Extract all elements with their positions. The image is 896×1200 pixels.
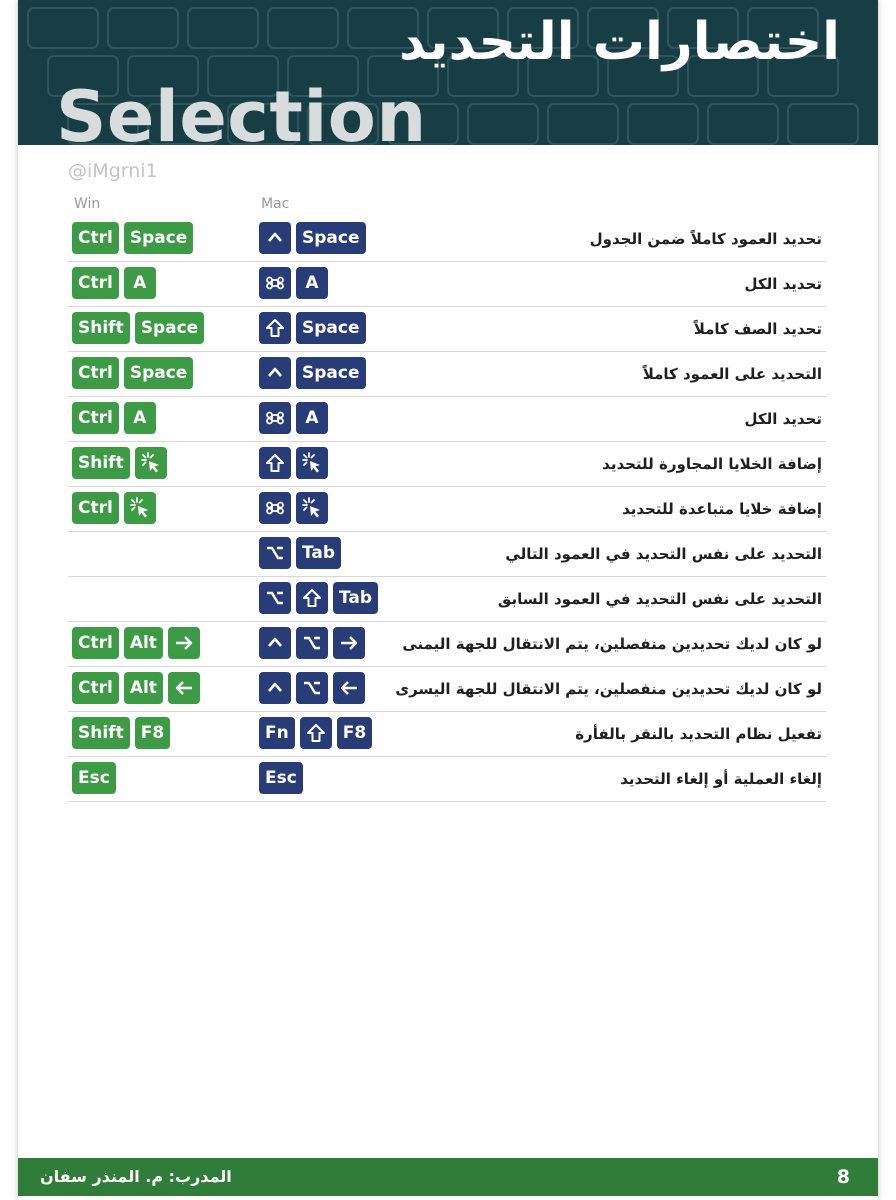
win-key-arrow-right-icon <box>168 627 200 659</box>
mac-key-command-icon <box>259 402 291 434</box>
mac-key-click-icon <box>296 492 328 524</box>
win-shortcut <box>72 447 167 479</box>
win-key-ctrl: Ctrl <box>72 402 119 434</box>
win-key-ctrl: Ctrl <box>72 627 119 659</box>
mac-key-option-icon <box>259 537 291 569</box>
mac-shortcut <box>259 717 372 749</box>
win-key-ctrl: Ctrl <box>72 357 119 389</box>
mac-shortcut <box>259 267 328 299</box>
shortcut-description: لو كان لديك تحديدين منفصلين، يتم الانتقال للجهة اليمنى <box>402 635 822 653</box>
mac-key-command-icon <box>259 267 291 299</box>
mac-shortcut <box>259 537 341 569</box>
mac-key-option-icon <box>296 672 328 704</box>
mac-key-tab: Tab <box>296 537 341 569</box>
shortcut-description: إلغاء العملية أو إلغاء التحديد <box>620 770 822 788</box>
win-key-ctrl: Ctrl <box>72 222 119 254</box>
mac-key-ctrl-icon <box>259 627 291 659</box>
mac-key-fn: Fn <box>259 717 295 749</box>
column-header-mac: Mac <box>261 196 290 212</box>
mac-key-arrow-right-icon <box>333 627 365 659</box>
title-english: Selection <box>56 76 427 145</box>
shortcut-description: تحديد الكل <box>744 275 822 293</box>
mac-key-ctrl-icon <box>259 222 291 254</box>
mac-shortcut <box>259 447 328 479</box>
shortcut-description: التحديد على نفس التحديد في العمود التالي <box>505 545 822 563</box>
win-shortcut <box>72 222 193 254</box>
mac-key-space: Space <box>296 222 366 254</box>
table-row <box>68 667 826 712</box>
win-key-space: Space <box>135 312 205 344</box>
win-key-shift: Shift <box>72 717 130 749</box>
shortcut-description: تحديد الكل <box>744 410 822 428</box>
mac-key-ctrl-icon <box>259 672 291 704</box>
win-key-click-icon <box>135 447 167 479</box>
mac-shortcut <box>259 582 378 614</box>
header-banner <box>18 0 878 145</box>
table-row <box>68 487 826 532</box>
mac-shortcut <box>259 492 328 524</box>
win-key-shift: Shift <box>72 447 130 479</box>
mac-key-shift-icon <box>300 717 332 749</box>
win-key-a: A <box>124 267 156 299</box>
mac-shortcut <box>259 402 328 434</box>
table-row <box>68 307 826 352</box>
watermark: @iMgrni1 <box>68 160 158 182</box>
mac-key-shift-icon <box>259 447 291 479</box>
win-key-esc: Esc <box>72 762 116 794</box>
mac-shortcut <box>259 762 303 794</box>
mac-key-shift-icon <box>259 312 291 344</box>
table-row <box>68 217 826 262</box>
trainer-name: المدرب: م. المنذر سفان <box>40 1167 232 1186</box>
mac-key-f8: F8 <box>337 717 372 749</box>
mac-key-command-icon <box>259 492 291 524</box>
mac-shortcut <box>259 357 366 389</box>
mac-key-shift-icon <box>296 582 328 614</box>
win-key-alt: Alt <box>124 627 163 659</box>
mac-key-space: Space <box>296 312 366 344</box>
win-shortcut <box>72 672 200 704</box>
win-shortcut <box>72 492 156 524</box>
table-row <box>68 712 826 757</box>
table-row <box>68 397 826 442</box>
mac-key-arrow-left-icon <box>333 672 365 704</box>
win-shortcut <box>72 717 170 749</box>
win-key-a: A <box>124 402 156 434</box>
table-row <box>68 352 826 397</box>
mac-key-ctrl-icon <box>259 357 291 389</box>
table-row <box>68 757 826 802</box>
shortcut-table <box>68 217 826 802</box>
shortcut-description: تفعيل نظام التحديد بالنقر بالفأرة <box>575 725 822 743</box>
shortcut-description: تحديد الصف كاملاً <box>693 320 822 338</box>
mac-key-space: Space <box>296 357 366 389</box>
title-arabic: اختصارات التحديد <box>398 12 840 72</box>
win-key-click-icon <box>124 492 156 524</box>
page-number: 8 <box>836 1166 850 1188</box>
win-key-alt: Alt <box>124 672 163 704</box>
win-shortcut <box>72 267 156 299</box>
column-header-win: Win <box>74 196 101 212</box>
win-key-ctrl: Ctrl <box>72 267 119 299</box>
shortcut-description: لو كان لديك تحديدين منفصلين، يتم الانتقال للجهة اليسرى <box>395 680 822 698</box>
win-shortcut <box>72 402 156 434</box>
win-key-space: Space <box>124 222 194 254</box>
table-row <box>68 577 826 622</box>
mac-shortcut <box>259 627 365 659</box>
shortcut-description: إضافة الخلايا المجاورة للتحديد <box>602 455 822 473</box>
table-row <box>68 262 826 307</box>
win-key-ctrl: Ctrl <box>72 492 119 524</box>
win-shortcut <box>72 312 204 344</box>
mac-shortcut <box>259 222 366 254</box>
shortcut-description: التحديد على نفس التحديد في العمود السابق <box>497 590 822 608</box>
win-key-ctrl: Ctrl <box>72 672 119 704</box>
mac-shortcut <box>259 672 365 704</box>
footer-bar <box>18 1158 878 1196</box>
win-key-space: Space <box>124 357 194 389</box>
win-shortcut <box>72 762 116 794</box>
mac-shortcut <box>259 312 366 344</box>
shortcut-description: إضافة خلايا متباعدة للتحديد <box>622 500 822 518</box>
mac-key-click-icon <box>296 447 328 479</box>
mac-key-a: A <box>296 402 328 434</box>
shortcut-description: التحديد على العمود كاملاً <box>642 365 822 383</box>
win-key-shift: Shift <box>72 312 130 344</box>
page <box>18 0 878 1200</box>
table-row <box>68 622 826 667</box>
mac-key-tab: Tab <box>333 582 378 614</box>
win-key-f8: F8 <box>135 717 170 749</box>
mac-key-esc: Esc <box>259 762 303 794</box>
table-row <box>68 442 826 487</box>
win-shortcut <box>72 357 193 389</box>
mac-key-a: A <box>296 267 328 299</box>
win-key-arrow-left-icon <box>168 672 200 704</box>
table-row <box>68 532 826 577</box>
shortcut-description: تحديد العمود كاملاً ضمن الجدول <box>589 230 822 248</box>
mac-key-option-icon <box>296 627 328 659</box>
mac-key-option-icon <box>259 582 291 614</box>
win-shortcut <box>72 627 200 659</box>
